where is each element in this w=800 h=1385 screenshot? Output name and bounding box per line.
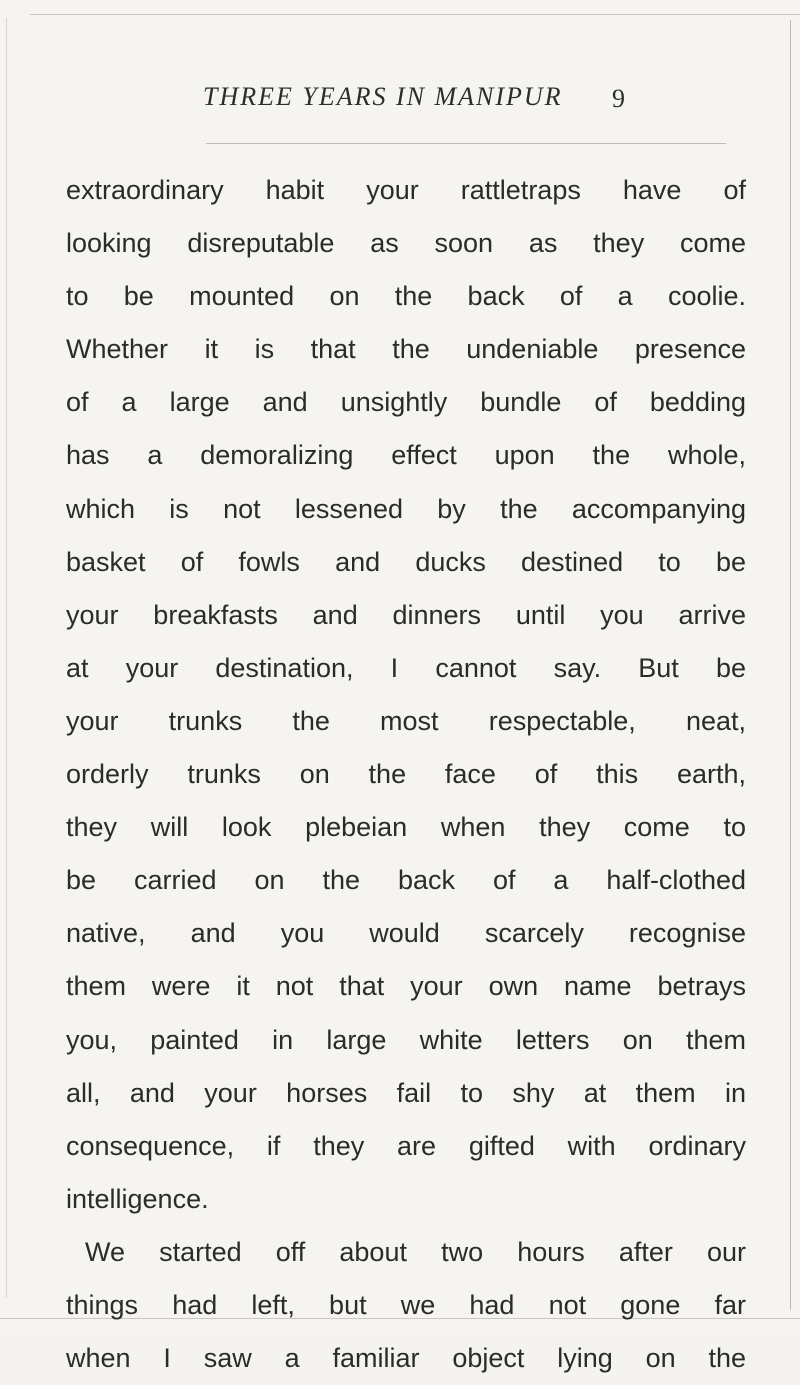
text-line: things had left, but we had not gone far [66, 1289, 746, 1320]
text-line: to be mounted on the back of a coolie. [66, 281, 746, 312]
text-line: orderly trunks on the face of this earth, [66, 759, 746, 790]
text-line: you, painted in large white letters on them [66, 1024, 746, 1055]
text-line: has a demoralizing effect upon the whole, [66, 440, 746, 471]
body-text [66, 164, 746, 1385]
text-line: intelligence. [66, 1183, 209, 1214]
text-line: looking disreputable as soon as they come [66, 228, 746, 259]
running-title: THREE YEARS IN MANIPUR [203, 82, 563, 111]
header-rule [206, 143, 726, 144]
text-line: when I saw a familiar object lying on the [66, 1343, 746, 1374]
page-number: 9 [612, 84, 625, 113]
text-line: We started off about two hours after our [85, 1236, 746, 1267]
text-line: your breakfasts and dinners until you arrive [66, 599, 746, 630]
text-line: all, and your horses fail to shy at them in [66, 1077, 746, 1108]
page-right-edge [790, 20, 791, 1310]
text-line: they will look plebeian when they come to [66, 812, 746, 843]
text-line: at your destination, I cannot say. But be [66, 652, 746, 683]
text-line: your trunks the most respectable, neat, [66, 705, 746, 736]
text-line: basket of fowls and ducks destined to be [66, 546, 746, 577]
text-line: be carried on the back of a half-clothed [66, 865, 746, 896]
text-line: which is not lessened by the accompanying [66, 493, 746, 524]
text-line: consequence, if they are gifted with ordinary [66, 1130, 746, 1161]
page-top-edge [30, 14, 800, 15]
text-line: them were it not that your own name betrays [66, 971, 746, 1002]
text-line: of a large and unsightly bundle of bedding [66, 387, 746, 418]
text-line: extraordinary habit your rattletraps have of [66, 175, 746, 205]
running-head [0, 82, 800, 122]
page-left-edge [6, 18, 7, 1298]
text-line: native, and you would scarcely recognise [66, 918, 746, 949]
text-line: Whether it is that the undeniable presence [66, 334, 746, 365]
